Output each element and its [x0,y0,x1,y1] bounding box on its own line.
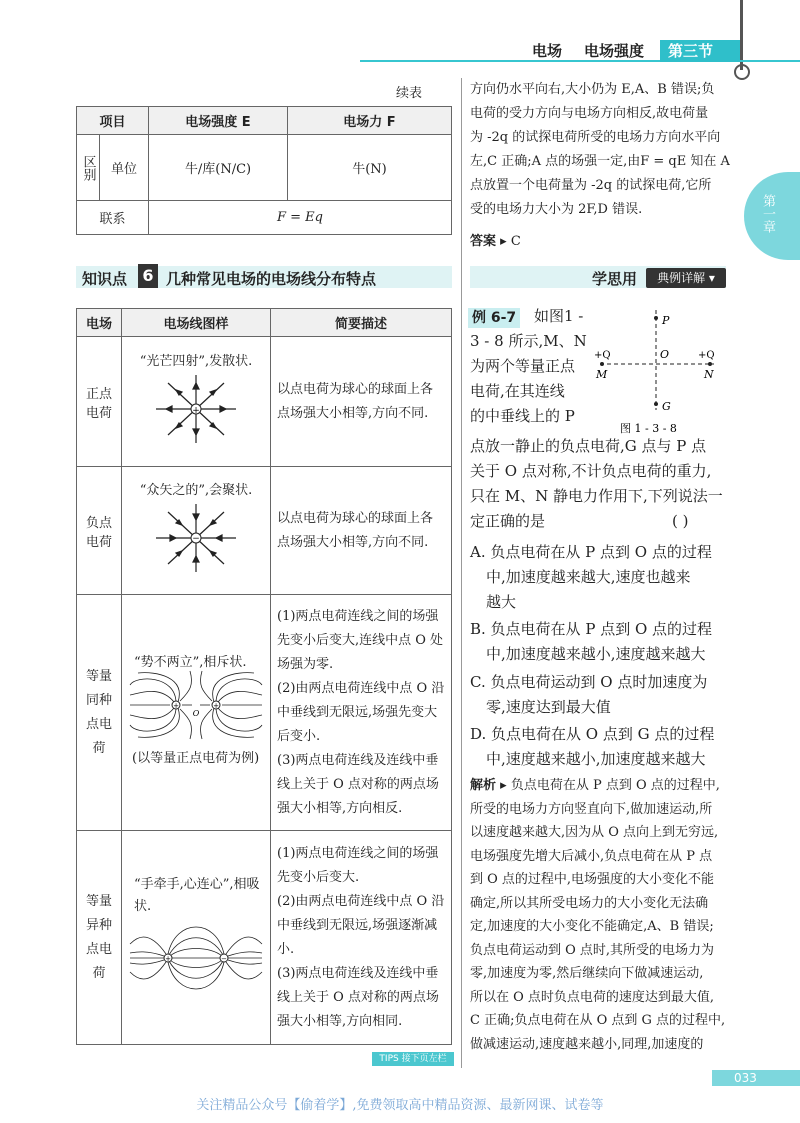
answer-line: 答案 ▸ C [470,234,521,249]
row-name: 负点电荷 [77,467,122,595]
analysis-label: 解析 [470,778,497,793]
answer-value: C [510,234,521,249]
pattern-note: (以等量正点电荷为例) [132,751,260,766]
page-number-bar [712,1070,800,1086]
col-header-desc: 简要描述 [271,309,452,337]
chapter-side-tab: 第一章 [744,172,800,260]
unlike-charges-diagram [127,918,265,998]
pattern-caption: “势不两立”,相斥状. [134,655,247,670]
row-desc: 以点电荷为球心的球面上各点场强大小相等,方向不同. [271,467,452,595]
text-line: 到 O 点的过程中,电场强度的大小变化不能 [470,872,715,887]
row-label-relation: 联系 [77,201,149,235]
example-tag: 典例详解 ▾ [646,268,726,288]
text-line: 为 -2q 的试探电荷所受的电场力方向水平向 [470,130,721,145]
figure-caption: 图 1 - 3 - 8 [620,422,677,435]
header-section: 第三节 [668,42,714,60]
pattern-caption: “手牵手,心连心”,相吸状. [134,876,260,914]
svg-text:+: + [165,954,171,963]
label-o: O [660,348,670,361]
unit-e: 牛/库(N/C) [149,135,288,201]
tips-badge: TIPS 接下页左栏 [372,1052,454,1066]
desc-item: (1)两点电荷连线之间的场强先变小后变大. [277,845,439,885]
option-d[interactable] [470,722,732,772]
svg-text:+: + [173,702,179,710]
footer-watermark: 关注精品公众号【偷着学】,免费领取高中精品资源、最新网课、试卷等 [196,1098,604,1113]
figure-1-3-8 [592,306,722,436]
question-line: 只在 M、N 静电力作用下,下列说法一 [470,487,723,505]
row-desc: 以点电荷为球心的球面上各点场强大小相等,方向不同. [271,337,452,467]
row-label-unit: 单位 [100,135,149,201]
like-charges-diagram [127,670,265,740]
hanger-ring [734,64,750,80]
option-line: 中,速度越来越小,加速度越来越大 [486,750,706,768]
analysis-text: 负点电荷在从 P 点到 O 点的过程中, [510,778,720,793]
question-line: 关于 O 点对称,不计负点电荷的重力, [470,462,712,480]
desc-item: (3)两点电荷连线及连线中垂线上关于 O 点对称的两点场强大小相等,方向相同. [277,965,439,1029]
text-line: 左,C 正确;A 点的场强一定,由F = qE 知在 A [470,154,730,169]
col-header-f: 电场力 F [288,107,452,135]
positive-charge-diagram [148,369,244,449]
col-header-item: 项目 [77,107,149,135]
svg-text:O: O [192,709,200,718]
header-title-1: 电场 [532,42,563,60]
continued-label: 续表 [396,86,423,101]
option-line: 越大 [486,593,517,611]
like-charges-cell [122,595,271,831]
option-line: 中,加速度越来越小,速度越来越大 [486,645,706,663]
relation-formula: F = Eq [149,201,452,235]
svg-text:−: − [192,534,200,544]
svg-text:+: + [213,702,219,710]
desc-item: (3)两点电荷连线及连线中垂线上关于 O 点对称的两点场强大小相等,方向相反. [277,752,439,816]
row-name: 正点电荷 [77,337,122,467]
label-m: M [596,368,608,381]
question-line: 3 - 8 所示,M、N [470,332,587,350]
svg-text:+: + [192,406,200,416]
option-c[interactable] [470,670,732,720]
label-g: G [662,400,671,413]
col-header-e: 电场强度 E [149,107,288,135]
text-line: 电荷的受力方向与电场方向相反,故电荷量 [470,106,709,121]
text-line: 点放置一个电荷量为 -2q 的试探电荷,它所 [470,178,712,193]
section-number: 6 [138,264,158,288]
question-line: 为两个等量正点 [470,357,576,375]
pattern-caption: “光芒四射”,发散状. [139,354,253,369]
previous-solution-continued [470,78,732,222]
option-a[interactable] [470,540,732,615]
col-header-pattern: 电场线图样 [122,309,271,337]
text-line: 定,加速度的大小变化不能确定,A、B 错误; [470,919,714,934]
question-line: 的中垂线上的 P [470,407,575,425]
section-title: 几种常见电场的电场线分布特点 [166,270,377,288]
text-line: 以速度越来越大,因为从 O 点向上到无穷远, [470,825,719,840]
option-line: 中,加速度越来越大,速度也越来 [486,568,691,586]
row-name: 等量异种点电荷 [77,831,122,1045]
text-line: 方向仍水平向右,大小仍为 E,A、B 错误;负 [470,82,715,97]
example-number: 例 6-7 [468,308,520,328]
option-b[interactable] [470,617,732,667]
question-line: 如图1 - [534,307,584,325]
pattern-caption: “众矢之的”,会聚状. [139,483,253,498]
analysis-block [470,774,732,1056]
page-number: 033 [734,1071,757,1085]
label-n: N [704,368,714,381]
svg-text:−: − [221,954,227,963]
option-line: A. 负点电荷在从 P 点到 O 点的过程 [470,543,712,561]
question-line: 电荷,在其连线 [470,382,565,400]
option-line: 零,速度达到最大值 [486,698,611,716]
text-line: 负点电荷运动到 O 点时,其所受的电场力为 [470,942,715,958]
option-line: D. 负点电荷在从 O 点到 G 点的过程 [470,725,715,743]
text-line: 所以在 O 点时负点电荷的速度达到最大值, [470,989,715,1005]
col-header-field: 电场 [77,309,122,337]
label-p: P [662,314,670,327]
text-line: 解析 ▸ 负点电荷在从 P 点到 O 点的过程中, [470,778,720,793]
desc-item: (1)两点电荷连线之间的场强先变小后变大,连线中点 O 处场强为零. [277,608,444,672]
header-title-2: 电场强度 [584,42,645,60]
text-line: 电场强度先增大后减小,负点电荷在从 P 点 [470,848,713,864]
text-line: 所受的电场力方向竖直向下,做加速运动,所 [470,801,713,817]
question-line: 定正确的是 [470,512,546,530]
row-name: 等量同种点电荷 [77,595,122,831]
positive-charge-cell [122,337,271,467]
text-line: 做减速运动,速度越来越小,同理,加速度的 [470,1036,704,1052]
field-strength-vs-force-table [76,106,452,235]
answer-label: 答案 [470,234,497,249]
option-line: C. 负点电荷运动到 O 点时加速度为 [470,673,708,691]
section-label: 知识点 [82,270,128,288]
question-line: 点放一静止的负点电荷,G 点与 P 点 [470,437,707,455]
negative-charge-diagram [148,498,244,578]
row-desc-multi [271,595,452,831]
field-lines-table [76,308,452,1045]
unlike-charges-cell [122,831,271,1045]
text-line: 受的电场力大小为 2F,D 错误. [470,202,643,217]
text-line: 确定,所以其所受电场力的大小变化无法确 [470,895,709,911]
section-right-title: 学思用 [592,270,638,288]
text-line: C 正确;负点电荷在从 O 点到 G 点的过程中, [470,1013,726,1028]
option-line: B. 负点电荷在从 P 点到 O 点的过程 [470,620,713,638]
unit-f: 牛(N) [288,135,452,201]
text-line: 零,加速度为零,然后继续向下做减速运动, [470,966,704,981]
label-q-right: +Q [698,350,715,361]
desc-item: (2)由两点电荷连线中点 O 沿中垂线到无限远,场强逐渐减小. [277,893,445,957]
desc-item: (2)由两点电荷连线中点 O 沿中垂线到无限远,场强先变大后变小. [277,680,445,744]
column-divider [461,78,462,1068]
row-desc-multi [271,831,452,1045]
label-q-left: +Q [594,350,611,361]
answer-blank: ( ) [672,512,689,530]
row-label-diff: 区别 [77,135,100,201]
negative-charge-cell [122,467,271,595]
